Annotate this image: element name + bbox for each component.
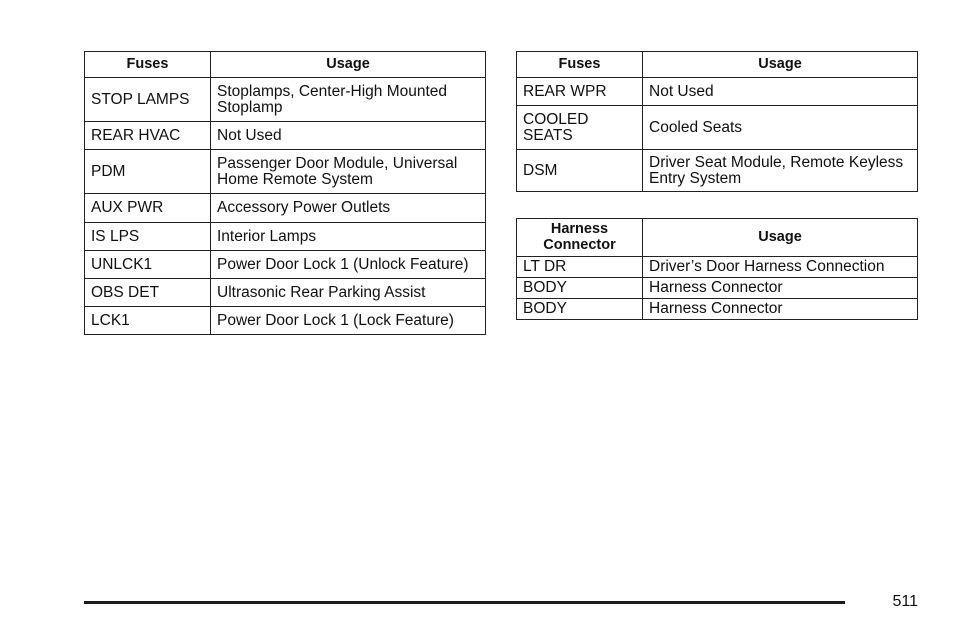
- page-number: 511: [892, 593, 918, 610]
- table-row: [85, 122, 486, 150]
- fuse-cell: UNLCK1: [85, 251, 211, 279]
- fuse-cell: DSM: [517, 150, 643, 192]
- usage-cell: Ultrasonic Rear Parking Assist: [211, 279, 486, 307]
- fuse-cell: OBS DET: [85, 279, 211, 307]
- column-header-usage: Usage: [211, 52, 486, 78]
- fuse-cell: PDM: [85, 150, 211, 194]
- table-row: [85, 251, 486, 279]
- table-header-row: [517, 219, 918, 257]
- table-row: [85, 307, 486, 335]
- column-header-fuses: Fuses: [85, 52, 211, 78]
- column-header-harness-connector: Harness Connector: [517, 219, 643, 257]
- usage-cell: Stoplamps, Center-High Mounted Stoplamp: [211, 78, 486, 122]
- footer-rule: [84, 601, 845, 604]
- table-header-row: [85, 52, 486, 78]
- table-row: [517, 78, 918, 106]
- fuse-cell: LCK1: [85, 307, 211, 335]
- usage-cell: Cooled Seats: [643, 106, 918, 150]
- table-row: [85, 150, 486, 194]
- fuse-cell: COOLED SEATS: [517, 106, 643, 150]
- connector-cell: BODY: [517, 299, 643, 320]
- fuse-cell: REAR WPR: [517, 78, 643, 106]
- connector-cell: BODY: [517, 278, 643, 299]
- fuse-cell: STOP LAMPS: [85, 78, 211, 122]
- column-header-usage: Usage: [643, 52, 918, 78]
- usage-cell: Harness Connector: [643, 278, 918, 299]
- fuse-table-right: [516, 51, 918, 192]
- table-row: [517, 278, 918, 299]
- usage-cell: Power Door Lock 1 (Unlock Feature): [211, 251, 486, 279]
- table-header-row: [517, 52, 918, 78]
- table-row: [85, 279, 486, 307]
- fuse-table-left: [84, 51, 486, 335]
- column-header-usage: Usage: [643, 219, 918, 257]
- usage-cell: Driver Seat Module, Remote Keyless Entry System: [643, 150, 918, 192]
- table-row: [85, 223, 486, 251]
- column-header-fuses: Fuses: [517, 52, 643, 78]
- table-row: [517, 257, 918, 278]
- connector-cell: LT DR: [517, 257, 643, 278]
- fuse-cell: IS LPS: [85, 223, 211, 251]
- usage-cell: Not Used: [211, 122, 486, 150]
- fuse-cell: AUX PWR: [85, 194, 211, 223]
- table-row: [517, 106, 918, 150]
- table-row: [517, 299, 918, 320]
- usage-cell: Not Used: [643, 78, 918, 106]
- usage-cell: Power Door Lock 1 (Lock Feature): [211, 307, 486, 335]
- table-row: [85, 78, 486, 122]
- usage-cell: Driver’s Door Harness Connection: [643, 257, 918, 278]
- usage-cell: Harness Connector: [643, 299, 918, 320]
- table-row: [85, 194, 486, 223]
- usage-cell: Passenger Door Module, Universal Home Remote System: [211, 150, 486, 194]
- usage-cell: Accessory Power Outlets: [211, 194, 486, 223]
- table-row: [517, 150, 918, 192]
- fuse-cell: REAR HVAC: [85, 122, 211, 150]
- usage-cell: Interior Lamps: [211, 223, 486, 251]
- harness-connector-table: [516, 218, 918, 320]
